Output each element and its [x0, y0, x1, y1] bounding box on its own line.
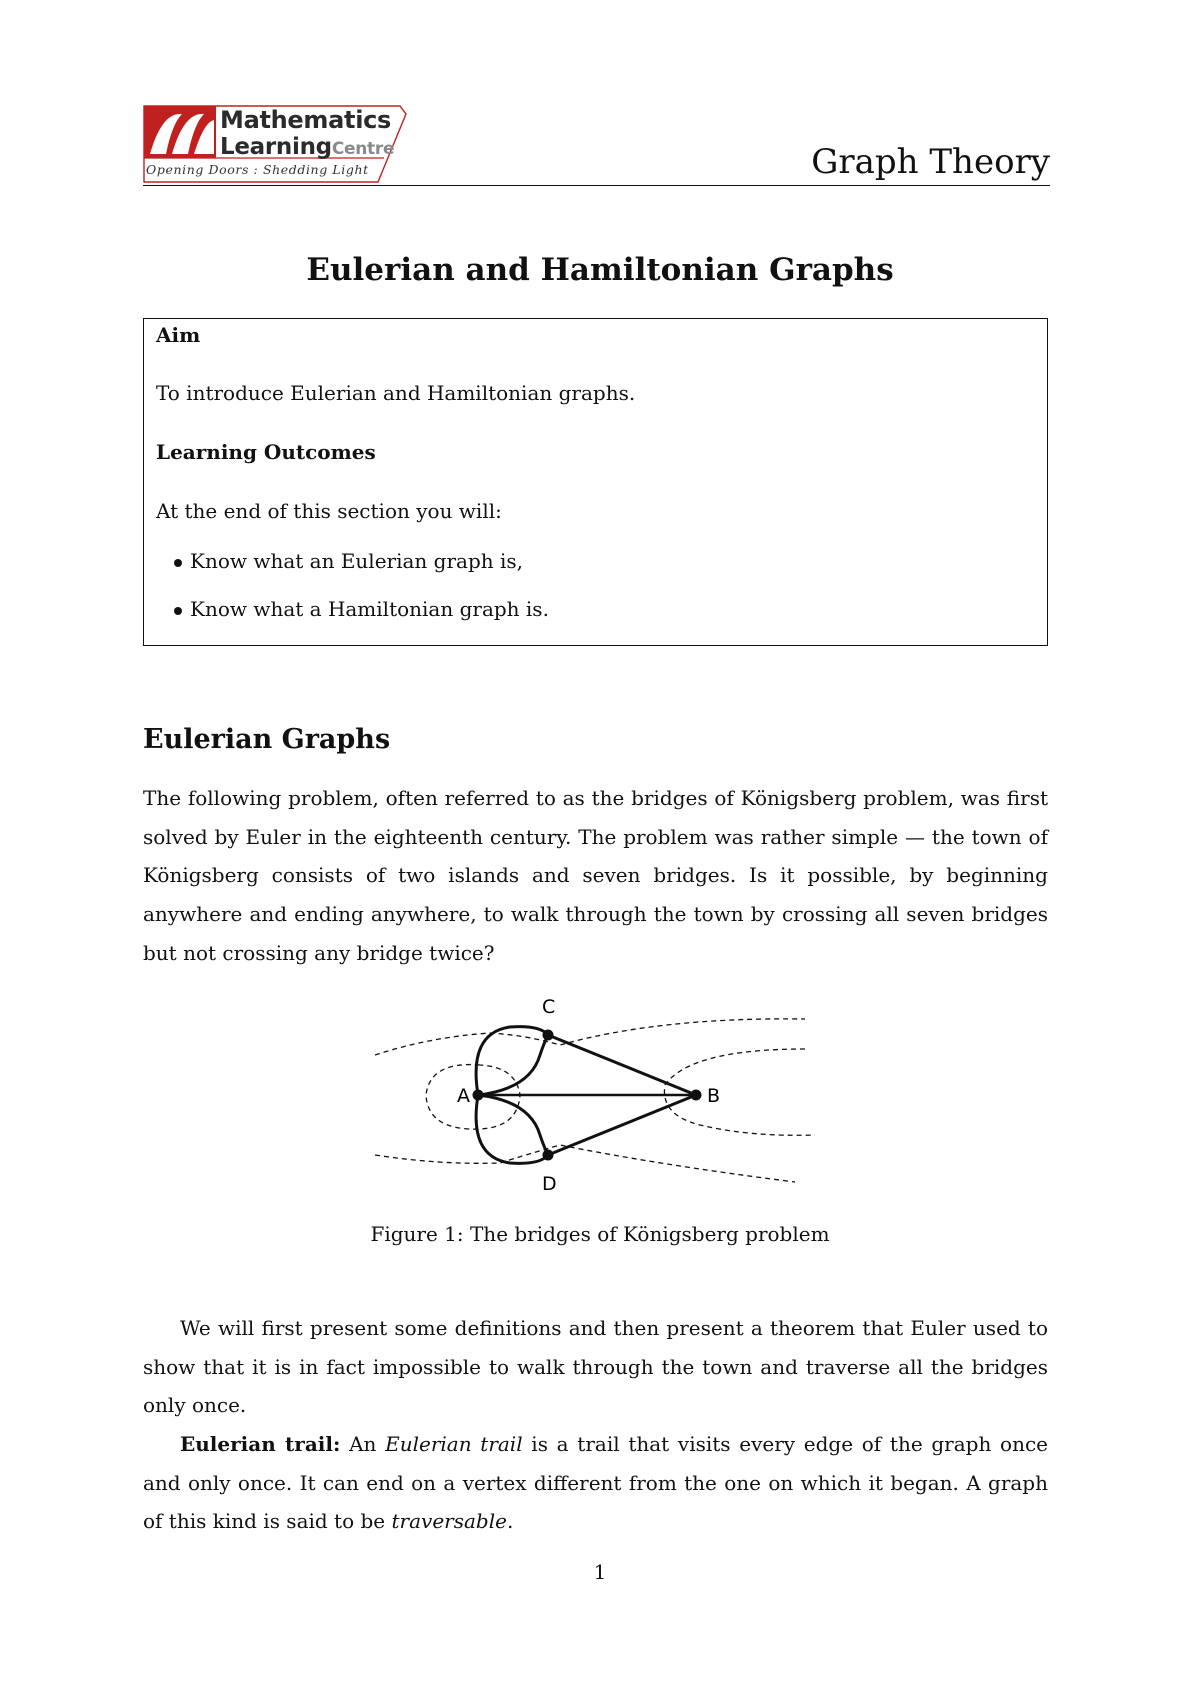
- mlc-logo: [142, 104, 412, 188]
- edge-c-b: [548, 1035, 696, 1095]
- outcome-item: Know what a Hamiltonian graph is.: [190, 597, 549, 621]
- river-bank-bottom: [375, 1145, 795, 1182]
- outcome-item: Know what an Eulerian graph is,: [190, 549, 523, 573]
- vertex-label-d: D: [542, 1173, 557, 1195]
- figure-caption: Figure 1: The bridges of Königsberg problem: [370, 1222, 830, 1246]
- vertex-d: [543, 1150, 554, 1161]
- outcomes-intro: At the end of this section you will:: [156, 499, 502, 523]
- vertex-a: [473, 1090, 484, 1101]
- vertex-b: [691, 1090, 702, 1101]
- vertex-label-b: B: [707, 1085, 721, 1107]
- definition-text: An: [340, 1432, 386, 1456]
- edge-a-c-inner: [478, 1035, 548, 1095]
- aim-heading: Aim: [156, 323, 201, 347]
- page-number: 1: [593, 1560, 607, 1584]
- outcomes-heading: Learning Outcomes: [156, 440, 376, 464]
- edge-a-d-inner: [478, 1095, 548, 1155]
- page-title: Eulerian and Hamiltonian Graphs: [306, 252, 894, 288]
- definition-eulerian-trail: [143, 1425, 1048, 1541]
- definition-text: is a trail that visits every edge of the graph once and only once. It can end on a vertex different from the one on which it began. A graph of this kind is said to be: [143, 1432, 1048, 1534]
- aim-box: [143, 318, 1048, 646]
- section-heading: Eulerian Graphs: [143, 724, 391, 755]
- definition-italic-traversable: traversable: [391, 1509, 507, 1534]
- konigsberg-diagram: [360, 985, 820, 1200]
- konigsberg-figure: [360, 985, 820, 1204]
- vertex-c: [543, 1030, 554, 1041]
- logo-tagline: Opening Doors : Shedding Light: [146, 162, 369, 177]
- edge-d-b: [548, 1095, 696, 1155]
- definition-text: .: [506, 1509, 514, 1534]
- logo-word-mathematics: Mathematics: [220, 106, 392, 134]
- vertex-label-a: A: [457, 1085, 470, 1107]
- paragraph-intro: The following problem, often referred to as the bridges of Königsberg problem, was first solved by Euler in the eighteenth century. The problem was rather simple — the town of Königsberg consists of two islands and seven bridges. Is it possible, by beginning anywhere and ending anywhere, to walk through the town by crossing all seven bridges but not crossing any bridge twice?: [143, 786, 1048, 965]
- header-rule: [143, 185, 1050, 186]
- definition-italic-term: Eulerian trail: [385, 1432, 523, 1456]
- aim-text: To introduce Eulerian and Hamiltonian graphs.: [156, 381, 636, 405]
- paragraph-definitions: We will first present some definitions and then present a theorem that Euler used to show that it is in fact impossible to walk through the town and traverse all the bridges only once.: [143, 1316, 1048, 1418]
- logo-word-centre: Centre: [331, 139, 395, 159]
- vertex-label-c: C: [542, 996, 556, 1018]
- river-bank-top: [375, 1019, 805, 1055]
- definition-term: Eulerian trail:: [180, 1432, 341, 1456]
- header-title: Graph Theory: [811, 142, 1050, 182]
- logo-word-learning: LearningCentre: [220, 134, 395, 160]
